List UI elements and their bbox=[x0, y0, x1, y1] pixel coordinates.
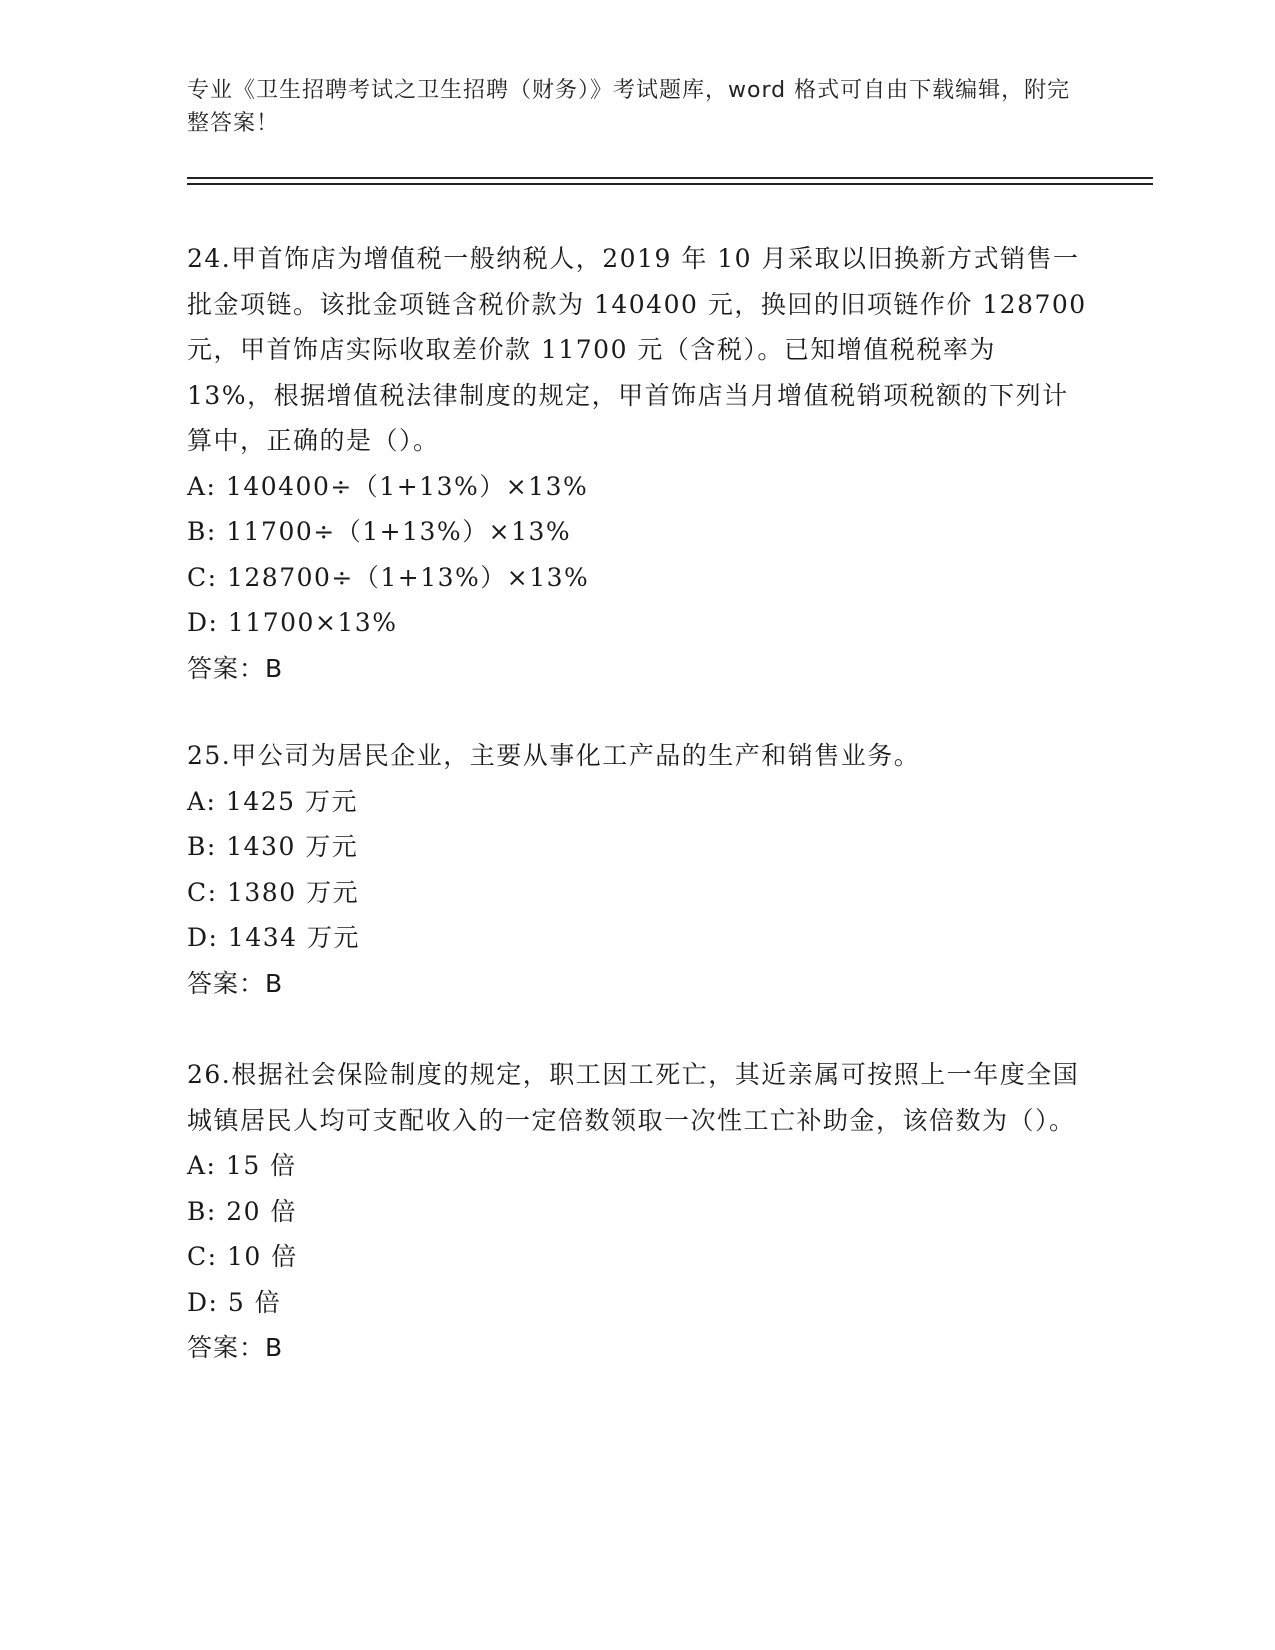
option-d: D: 5 倍 bbox=[187, 1287, 282, 1317]
answer-line: 答案：B bbox=[187, 653, 284, 683]
question-26 bbox=[187, 1052, 1087, 1371]
question-stem: 24.甲首饰店为增值税一般纳税人，2019 年 10 月采取以旧换新方式销售一批金项链。该批金项链含税价款为 140400 元，换回的旧项链作价 128700 元，甲首饰店实际收取差价款 11700 元（含税）。已知增值税税率为 13%，根据增值税法律制度的规定，甲首饰店当月增值税销项税额的下列计算中，正确的是（）。 bbox=[187, 244, 1087, 455]
option-c: C: 1380 万元 bbox=[187, 877, 360, 907]
option-b: B: 1430 万元 bbox=[187, 832, 359, 861]
option-b: B: 11700÷（1+13%）×13% bbox=[187, 517, 572, 546]
option-c: C: 128700÷（1+13%）×13% bbox=[187, 562, 590, 592]
question-stem: 26.根据社会保险制度的规定，职工因工死亡，其近亲属可按照上一年度全国城镇居民人均可支配收入的一定倍数领取一次性工亡补助金，该倍数为（）。 bbox=[187, 1060, 1080, 1135]
option-b: B: 20 倍 bbox=[187, 1196, 297, 1226]
question-25 bbox=[187, 733, 1087, 1006]
answer-line: 答案：B bbox=[187, 1333, 284, 1362]
answer-line: 答案：B bbox=[187, 968, 284, 998]
option-a: A: 15 倍 bbox=[187, 1151, 297, 1180]
question-stem: 25.甲公司为居民企业，主要从事化工产品的生产和销售业务。 bbox=[187, 741, 921, 770]
header-divider-top bbox=[187, 177, 1153, 179]
document-header: 专业《卫生招聘考试之卫生招聘（财务）》考试题库，word 格式可自由下载编辑，附完整答案！ bbox=[187, 78, 1071, 136]
header-divider-bottom bbox=[187, 183, 1153, 185]
option-d: D: 11700×13% bbox=[187, 608, 398, 637]
question-24 bbox=[187, 236, 1087, 691]
option-c: C: 10 倍 bbox=[187, 1242, 298, 1271]
option-a: A: 140400÷（1+13%）×13% bbox=[187, 471, 589, 501]
option-d: D: 1434 万元 bbox=[187, 923, 360, 952]
option-a: A: 1425 万元 bbox=[187, 786, 358, 816]
